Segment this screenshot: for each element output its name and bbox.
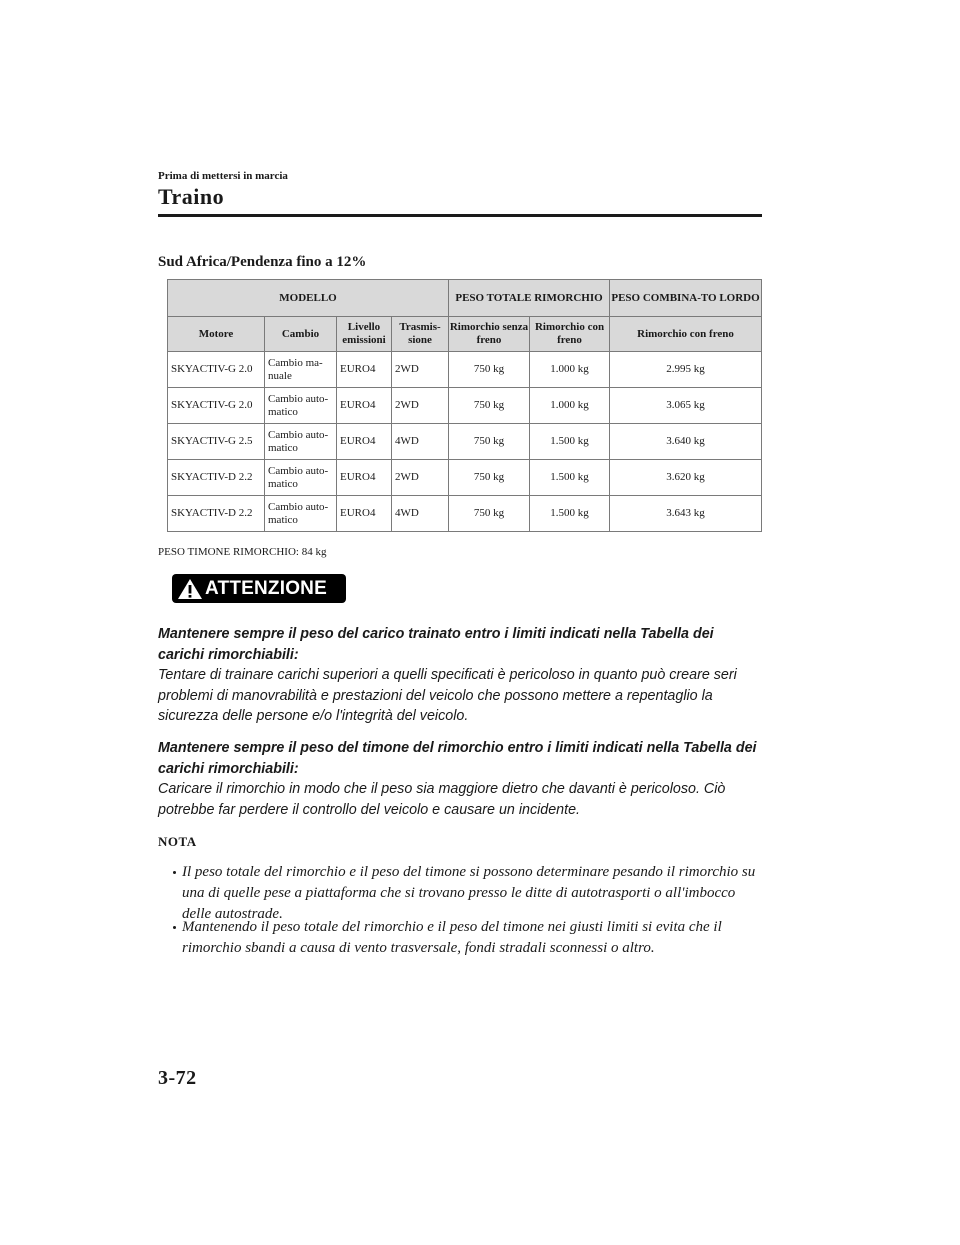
cell-cambio: Cambio ma-nuale <box>265 352 337 388</box>
cell-cambio: Cambio auto-matico <box>265 460 337 496</box>
cell-motore: SKYACTIV-G 2.5 <box>168 424 265 460</box>
towing-capacity-table <box>167 279 762 532</box>
cell-combinato: 3.065 kg <box>610 388 762 424</box>
table-column-header-row <box>168 317 762 352</box>
cell-livello: EURO4 <box>337 496 392 532</box>
table-row <box>168 352 762 388</box>
cell-trasmissione: 4WD <box>392 496 449 532</box>
warning-heading: Mantenere sempre il peso del timone del rimorchio entro i limiti indicati nella Tabella dei carichi rimorchiabili: <box>158 740 757 777</box>
cell-livello: EURO4 <box>337 424 392 460</box>
cell-con-freno: 1.000 kg <box>530 388 610 424</box>
warning-heading: Mantenere sempre il peso del carico trainato entro i limiti indicati nella Tabella dei carichi rimorchiabili: <box>158 626 714 663</box>
cell-trasmissione: 2WD <box>392 460 449 496</box>
cell-livello: EURO4 <box>337 388 392 424</box>
cell-motore: SKYACTIV-G 2.0 <box>168 352 265 388</box>
cell-motore: SKYACTIV-D 2.2 <box>168 496 265 532</box>
cell-trasmissione: 2WD <box>392 388 449 424</box>
tongue-weight-note: PESO TIMONE RIMORCHIO: 84 kg <box>158 546 327 558</box>
table-group-header-row <box>168 280 762 317</box>
cell-con-freno: 1.500 kg <box>530 424 610 460</box>
warning-body: Caricare il rimorchio in modo che il peso sia maggiore dietro che davanti è pericoloso. Ciò potrebbe far perdere il controllo del veicolo e causare un incidente. <box>158 781 726 818</box>
cell-combinato: 2.995 kg <box>610 352 762 388</box>
cell-livello: EURO4 <box>337 352 392 388</box>
bullet-dot-icon <box>173 926 176 929</box>
cell-combinato: 3.620 kg <box>610 460 762 496</box>
cell-senza-freno: 750 kg <box>449 352 530 388</box>
list-item-text: Il peso totale del rimorchio e il peso del timone si possono determinare pesando il rimorchio su una di quelle pese a piattaforma che si trovano presso le ditte di autotrasporti o all'imbocco delle autostrade. <box>182 864 756 922</box>
nota-heading: NOTA <box>158 834 197 849</box>
table-row <box>168 388 762 424</box>
list-item <box>158 862 762 925</box>
cell-senza-freno: 750 kg <box>449 496 530 532</box>
cell-senza-freno: 750 kg <box>449 388 530 424</box>
cell-trasmissione: 2WD <box>392 352 449 388</box>
list-item-text: Mantenendo il peso totale del rimorchio e il peso del timone nei giusti limiti si evita che il rimorchio sbandi a causa di vento trasversale, fondi stradali sconnessi o altro. <box>182 919 722 956</box>
col-header-trasmissione: Trasmis-sione <box>392 317 449 352</box>
col-header-motore: Motore <box>168 317 265 352</box>
cell-cambio: Cambio auto-matico <box>265 388 337 424</box>
bullet-dot-icon <box>173 871 176 874</box>
cell-con-freno: 1.000 kg <box>530 352 610 388</box>
cell-senza-freno: 750 kg <box>449 460 530 496</box>
group-header-peso-combinato: PESO COMBINA-TO LORDO <box>610 280 762 317</box>
group-header-peso-totale: PESO TOTALE RIMORCHIO <box>449 280 610 317</box>
cell-trasmissione: 4WD <box>392 424 449 460</box>
cell-motore: SKYACTIV-G 2.0 <box>168 388 265 424</box>
table-row <box>168 460 762 496</box>
warning-label: ATTENZIONE <box>205 577 327 599</box>
title-divider <box>158 214 762 217</box>
cell-con-freno: 1.500 kg <box>530 460 610 496</box>
cell-livello: EURO4 <box>337 460 392 496</box>
table-row <box>168 496 762 532</box>
group-header-modello: MODELLO <box>168 280 449 317</box>
page-title: Traino <box>158 184 225 209</box>
cell-cambio: Cambio auto-matico <box>265 496 337 532</box>
warning-block <box>158 624 762 727</box>
cell-motore: SKYACTIV-D 2.2 <box>168 460 265 496</box>
warning-body: Tentare di trainare carichi superiori a quelli specificati è pericoloso in quanto può creare seri problemi di manovrabilità e prestazioni del veicolo che possono mettere a repentaglio la sicurezza delle persone e/o l'integrità del veicolo. <box>158 667 737 724</box>
chapter-kicker: Prima di mettersi in marcia <box>158 170 288 182</box>
col-header-con-freno: Rimorchio con freno <box>530 317 610 352</box>
table-row <box>168 424 762 460</box>
list-item <box>158 917 762 959</box>
col-header-cambio: Cambio <box>265 317 337 352</box>
warning-badge <box>172 574 346 603</box>
page-number: 3-72 <box>158 1067 197 1089</box>
section-title: Sud Africa/Pendenza fino a 12% <box>158 254 367 270</box>
cell-senza-freno: 750 kg <box>449 424 530 460</box>
cell-con-freno: 1.500 kg <box>530 496 610 532</box>
col-header-combinato-con-freno: Rimorchio con freno <box>610 317 762 352</box>
cell-cambio: Cambio auto-matico <box>265 424 337 460</box>
warning-block <box>158 738 762 820</box>
col-header-senza-freno: Rimorchio senza freno <box>449 317 530 352</box>
cell-combinato: 3.640 kg <box>610 424 762 460</box>
col-header-livello: Livello emissioni <box>337 317 392 352</box>
warning-triangle-icon <box>177 578 203 600</box>
cell-combinato: 3.643 kg <box>610 496 762 532</box>
